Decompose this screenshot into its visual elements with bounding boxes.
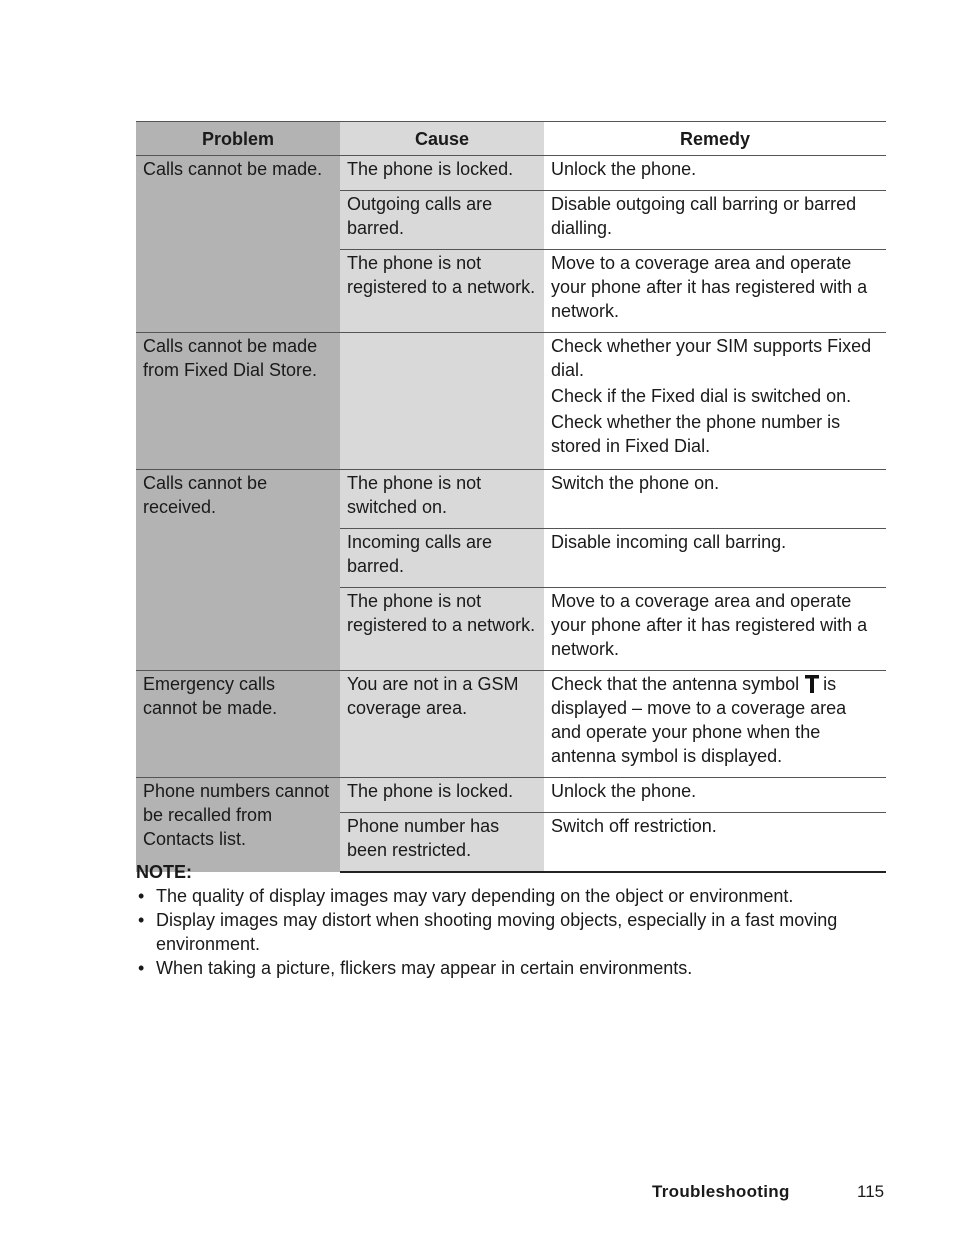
table-row — [136, 671, 886, 778]
remedy-line: Check whether your SIM supports Fixed dial. — [551, 336, 872, 380]
table-row — [136, 156, 886, 191]
cause-cell: The phone is not registered to a network. — [340, 250, 544, 333]
cause-cell: The phone is not switched on. — [340, 470, 544, 529]
note-title: NOTE: — [136, 862, 192, 882]
problem-cell: Calls cannot be received. — [136, 470, 340, 671]
header-remedy: Remedy — [544, 122, 886, 156]
remedy-cell: Unlock the phone. — [544, 156, 886, 191]
header-problem: Problem — [136, 122, 340, 156]
table-row — [136, 333, 886, 470]
table-header-row — [136, 122, 886, 156]
cause-cell: The phone is locked. — [340, 778, 544, 813]
bullet: • — [138, 910, 145, 930]
table-row — [136, 778, 886, 813]
header-cause: Cause — [340, 122, 544, 156]
bullet: • — [138, 958, 145, 978]
remedy-cell: Move to a coverage area and operate your phone after it has registered with a network. — [544, 588, 886, 671]
footer-section-title: Troubleshooting — [652, 1182, 790, 1201]
remedy-text-after-icon: is displayed – move to a coverage area and operate your phone when the antenna symbol is displayed. — [551, 674, 847, 766]
cause-cell: Phone number has been restricted. — [340, 813, 544, 873]
table-row — [136, 470, 886, 529]
remedy-cell: Unlock the phone. — [544, 778, 886, 813]
remedy-cell: Switch the phone on. — [544, 470, 886, 529]
remedy-cell: Switch off restriction. — [544, 813, 886, 873]
cause-cell: The phone is not registered to a network. — [340, 588, 544, 671]
remedy-cell: Move to a coverage area and operate your phone after it has registered with a network. — [544, 250, 886, 333]
problem-cell: Emergency calls cannot be made. — [136, 671, 340, 778]
problem-cell: Phone numbers cannot be recalled from Contacts list. — [136, 778, 340, 873]
cause-cell: Incoming calls are barred. — [340, 529, 544, 588]
cause-cell: Outgoing calls are barred. — [340, 191, 544, 250]
note-item: • When taking a picture, flickers may appear in certain environments. — [138, 958, 693, 978]
remedy-cell — [544, 671, 886, 778]
remedy-line: Check if the Fixed dial is switched on. — [551, 386, 852, 406]
problem-cell: Calls cannot be made. — [136, 156, 340, 333]
remedy-text-before-icon: Check that the antenna symbol — [551, 674, 800, 694]
cause-cell — [340, 333, 544, 470]
bullet: • — [138, 886, 145, 906]
footer-page-number: 115 — [857, 1182, 885, 1201]
cause-cell: The phone is locked. — [340, 156, 544, 191]
problem-cell: Calls cannot be made from Fixed Dial Store. — [136, 333, 340, 470]
remedy-cell — [544, 333, 886, 470]
troubleshooting-table — [136, 121, 886, 873]
remedy-cell: Disable outgoing call barring or barred dialling. — [544, 191, 886, 250]
antenna-icon — [805, 675, 819, 693]
note-list — [136, 884, 896, 980]
note-item: • Display images may distort when shooting moving objects, especially in a fast moving environment. — [138, 910, 838, 954]
note-item: • The quality of display images may vary depending on the object or environment. — [138, 886, 794, 906]
remedy-line: Check whether the phone number is stored in Fixed Dial. — [551, 412, 841, 456]
note-block — [136, 860, 896, 980]
cause-cell: You are not in a GSM coverage area. — [340, 671, 544, 778]
remedy-cell: Disable incoming call barring. — [544, 529, 886, 588]
